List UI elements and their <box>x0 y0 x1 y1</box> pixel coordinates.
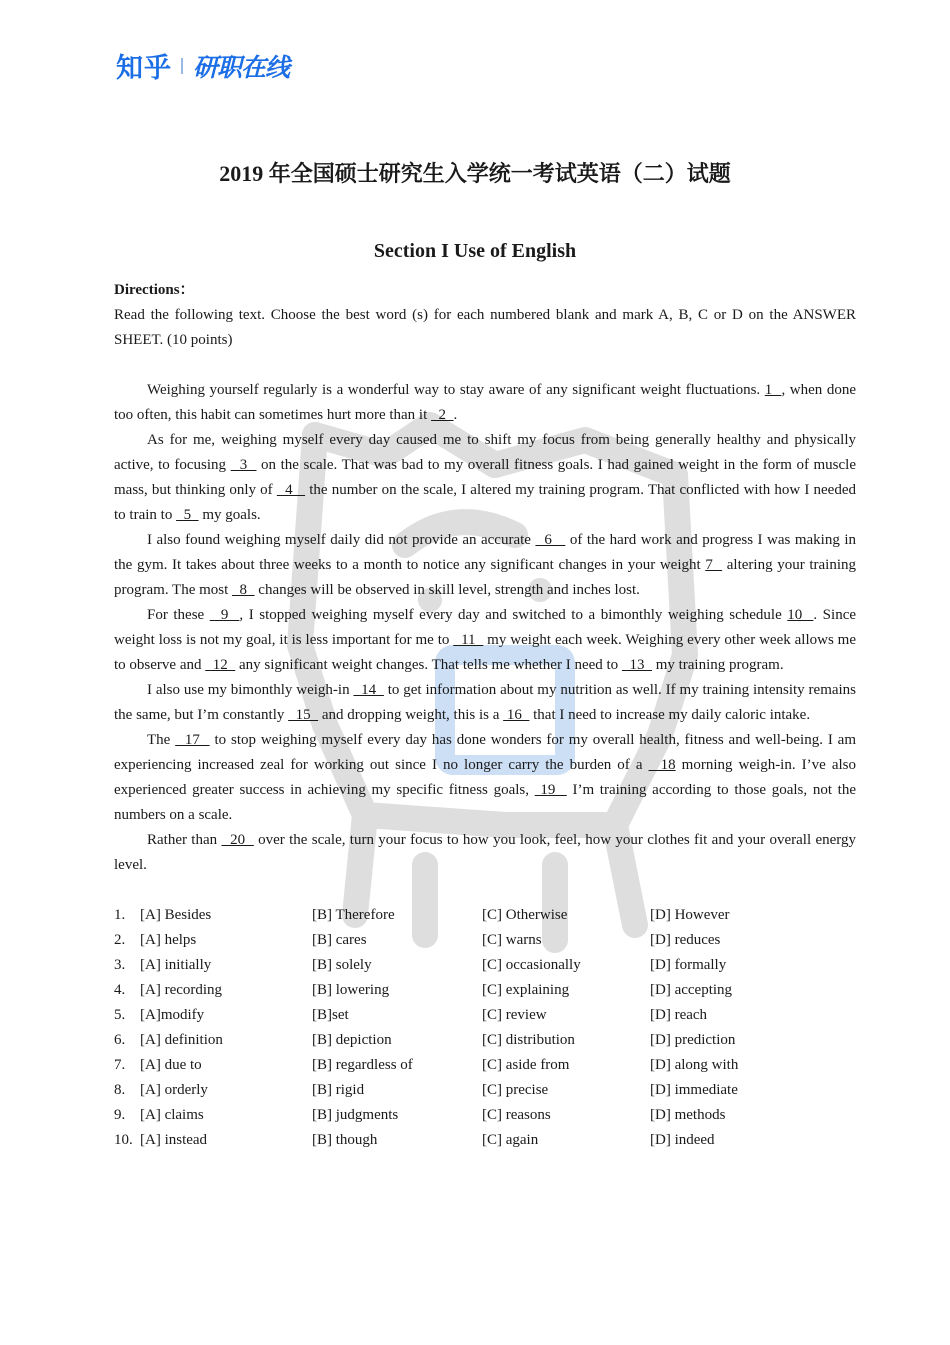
directions-text: Read the following text. Choose the best word (s) for each numbered blank and mark A, B, C or D on the ANSWER SHEET. (10 points) <box>114 307 856 348</box>
option-d: [D] reduces <box>650 932 721 948</box>
blank-number: 14 <box>353 682 384 698</box>
option-b: [B] judgments <box>312 1107 399 1123</box>
option-d: [D] reach <box>650 1007 708 1023</box>
blank-number: 12 <box>205 657 236 673</box>
option-number: 1. <box>114 907 126 923</box>
option-c: [C] again <box>482 1132 539 1148</box>
option-c: [C] Otherwise <box>482 907 568 923</box>
passage-paragraph: I also found weighing myself daily did not provide an accurate 6 of the hard work and progress I was making in the gym. It takes about three weeks to a month to notice any significant changes in your weight 7 altering your training program. The most 8 changes will be observed in skill level, strength and inches lost. <box>114 532 856 598</box>
passage-paragraph: As for me, weighing myself every day caused me to shift my focus from being generally healthy and physically active, to focusing 3 on the scale. That was bad to my overall fitness goals. I had gained weight in the form of muscle mass, but thinking only of 4 the number on the scale, I altered my training program. That conflicted with how I needed to train to 5 my goals. <box>114 432 857 523</box>
option-b: [B]set <box>312 1007 349 1023</box>
option-row <box>114 1078 856 1103</box>
option-number: 9. <box>114 1107 126 1123</box>
blank-number: 18 <box>648 757 676 773</box>
option-b: [B] though <box>312 1132 378 1148</box>
option-d: [D] prediction <box>650 1032 736 1048</box>
blank-number: 17 <box>175 732 210 748</box>
blank-number: 4 <box>276 482 306 498</box>
option-b: [B] depiction <box>312 1032 392 1048</box>
option-a: [A] due to <box>140 1057 202 1073</box>
option-b: [B] regardless of <box>312 1057 413 1073</box>
blank-number: 7 <box>705 557 723 573</box>
option-c: [C] aside from <box>482 1057 570 1073</box>
option-c: [C] review <box>482 1007 547 1023</box>
option-d: [D] indeed <box>650 1132 715 1148</box>
option-d: [D] methods <box>650 1107 726 1123</box>
option-b: [B] Therefore <box>312 907 395 923</box>
option-number: 4. <box>114 982 126 998</box>
blank-number: 6 <box>535 532 566 548</box>
option-d: [D] along with <box>650 1057 739 1073</box>
blank-number: 3 <box>230 457 257 473</box>
section-title: Section I Use of English <box>373 240 577 262</box>
blank-number: 5 <box>176 507 199 523</box>
exam-content <box>114 278 856 1153</box>
option-a: [A] definition <box>140 1032 223 1048</box>
blank-number: 13 <box>621 657 652 673</box>
option-number: 5. <box>114 1007 126 1023</box>
passage-paragraph: The 17 to stop weighing myself every day has done wonders for my overall health, fitness and well-being. I am experiencing increased zeal for working out since I no longer carry the burden of a 18 morning weigh-in. I’ve also experienced greater success in achieving my specific fitness goals, 19 I’m training according to those goals, not the numbers on a scale. <box>114 732 856 823</box>
option-c: [C] explaining <box>482 982 570 998</box>
option-row <box>114 978 856 1003</box>
passage-paragraph: Weighing yourself regularly is a wonderful way to stay aware of any significant weight fluctuations. 1 , when done too often, this habit can sometimes hurt more than it 2 . <box>114 382 856 423</box>
passage-paragraph: For these 9 , I stopped weighing myself every day and switched to a bimonthly weighing schedule 10 . Since weight loss is not my goal, it is less important for me to 11 my weight each week. Weighing every other week allows me to observe and 12 any significant weight changes. That tells me whether I need to 13 my training program. <box>114 607 857 673</box>
blank-number: 16 <box>503 707 530 723</box>
option-d: [D] accepting <box>650 982 733 998</box>
blank-number: 11 <box>453 632 484 648</box>
option-a: [A] initially <box>140 957 212 973</box>
option-c: [C] precise <box>482 1082 549 1098</box>
option-a: [A] orderly <box>140 1082 208 1098</box>
logo-brand: 知乎 <box>116 53 172 84</box>
option-row <box>114 928 856 953</box>
option-row <box>114 953 856 978</box>
option-a: [A]modify <box>140 1007 205 1023</box>
option-b: [B] rigid <box>312 1082 365 1098</box>
blank-number: 2 <box>431 407 454 423</box>
zhihu-logo <box>116 46 289 85</box>
blank-number: 19 <box>534 782 567 798</box>
option-number: 6. <box>114 1032 126 1048</box>
logo-divider <box>181 58 183 74</box>
option-b: [B] lowering <box>312 982 390 998</box>
option-c: [C] reasons <box>482 1107 551 1123</box>
option-number: 8. <box>114 1082 126 1098</box>
page-title: 2019 年全国硕士研究生入学统一考试英语（二）试题 <box>219 161 731 186</box>
option-a: [A] Besides <box>140 907 212 923</box>
option-row <box>114 903 856 928</box>
option-number: 7. <box>114 1057 126 1073</box>
passage-paragraph: Rather than 20 over the scale, turn your focus to how you look, feel, how your clothes fit and your overall energy level. <box>114 832 856 873</box>
blank-number: 8 <box>232 582 255 598</box>
option-a: [A] instead <box>140 1132 208 1148</box>
option-a: [A] helps <box>140 932 197 948</box>
option-row <box>114 1003 856 1028</box>
option-c: [C] warns <box>482 932 542 948</box>
option-row <box>114 1103 856 1128</box>
logo-sub: 研职在线 <box>193 52 290 82</box>
option-c: [C] occasionally <box>482 957 581 973</box>
blank-number: 9 <box>209 607 240 623</box>
option-d: [D] formally <box>650 957 727 973</box>
directions-label: Directions： <box>114 282 195 298</box>
option-a: [A] recording <box>140 982 223 998</box>
option-number: 2. <box>114 932 126 948</box>
option-d: [D] However <box>650 907 730 923</box>
options-list <box>114 903 856 1153</box>
option-b: [B] solely <box>312 957 372 973</box>
option-row <box>114 1028 856 1053</box>
blank-number: 20 <box>221 832 254 848</box>
blank-number: 1 <box>764 382 782 398</box>
option-row <box>114 1053 856 1078</box>
blank-number: 15 <box>288 707 319 723</box>
blank-number: 10 <box>787 607 814 623</box>
option-number: 10. <box>114 1132 133 1148</box>
option-b: [B] cares <box>312 932 367 948</box>
option-a: [A] claims <box>140 1107 204 1123</box>
option-row <box>114 1128 856 1153</box>
reading-passage <box>114 378 856 878</box>
passage-paragraph: I also use my bimonthly weigh-in 14 to get information about my nutrition as well. If my training intensity remains the same, but I’m constantly 15 and dropping weight, this is a 16 that I need to increase my daily caloric intake. <box>114 682 857 723</box>
option-c: [C] distribution <box>482 1032 575 1048</box>
option-number: 3. <box>114 957 126 973</box>
option-d: [D] immediate <box>650 1082 738 1098</box>
